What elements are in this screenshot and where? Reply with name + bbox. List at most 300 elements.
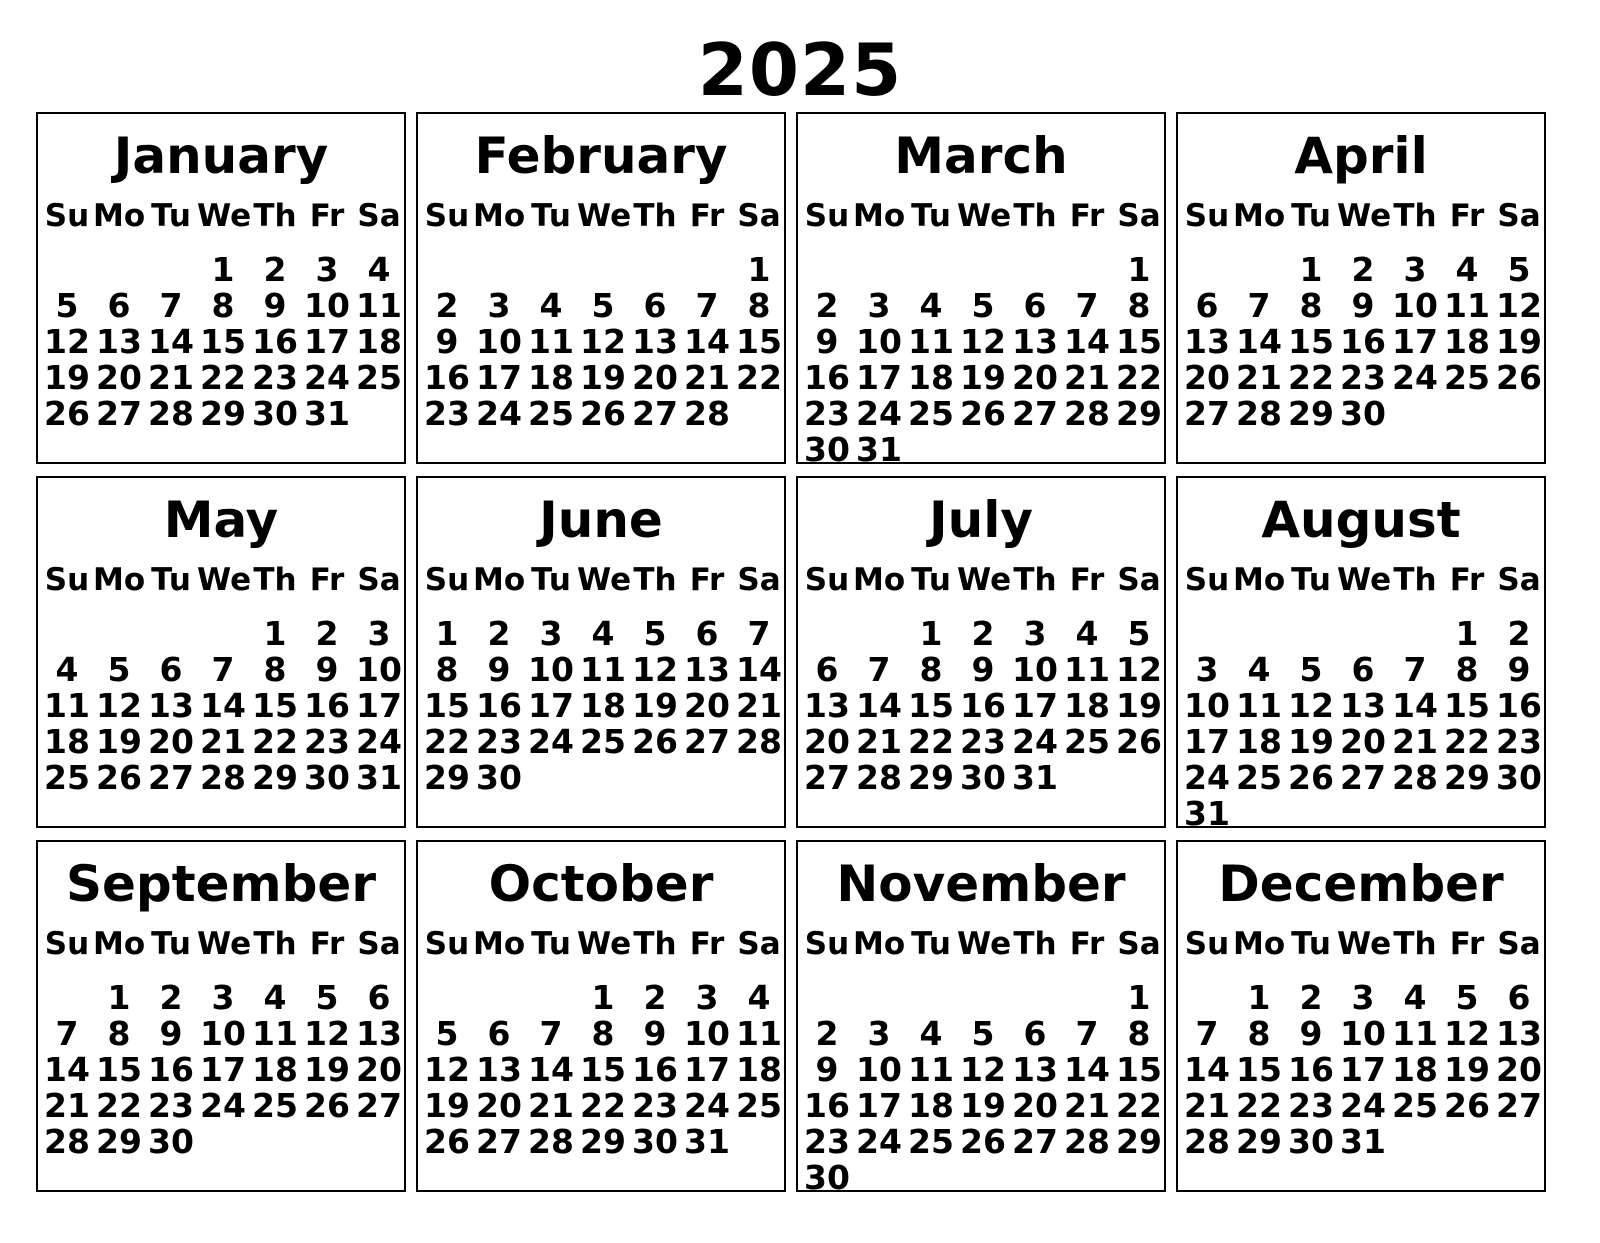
day-number: 3 [695, 978, 719, 1017]
day-number: 13 [684, 650, 730, 689]
blank-cell [41, 980, 93, 1016]
day-number: 15 [580, 1050, 626, 1089]
day-number: 16 [304, 686, 350, 725]
day-number: 19 [960, 1086, 1006, 1125]
day-number: 26 [1116, 722, 1162, 761]
weekday-label: Sa [1497, 562, 1541, 598]
day-number: 21 [1064, 1086, 1110, 1125]
day-number: 11 [908, 322, 954, 361]
weekday-label: Fr [1069, 926, 1105, 962]
day-number: 24 [856, 394, 902, 433]
weekday-label: Sa [1117, 562, 1161, 598]
day-number: 18 [908, 358, 954, 397]
day-number: 25 [44, 758, 90, 797]
day-number: 2 [315, 614, 339, 653]
day-number: 14 [200, 686, 246, 725]
day-grid [1181, 616, 1547, 832]
day-number: 5 [55, 286, 79, 325]
day-number: 16 [1340, 322, 1386, 361]
weekday-header [41, 196, 407, 236]
day-number: 8 [1455, 650, 1479, 689]
day-number: 28 [736, 722, 782, 761]
day-number: 9 [1299, 1014, 1323, 1053]
day-number: 12 [632, 650, 678, 689]
weekday-label: Fr [1449, 926, 1485, 962]
day-number: 18 [252, 1050, 298, 1089]
day-number: 17 [684, 1050, 730, 1089]
day-number: 31 [684, 1122, 730, 1161]
day-number: 9 [1507, 650, 1531, 689]
day-number: 6 [367, 978, 391, 1017]
calendar-year-title: 2025 [697, 28, 903, 112]
month-march [796, 112, 1166, 469]
day-number: 20 [476, 1086, 522, 1125]
day-number: 18 [1236, 722, 1282, 761]
day-number: 1 [1127, 250, 1151, 289]
weekday-label: Mo [1233, 562, 1286, 598]
weekday-label: Fr [689, 926, 725, 962]
day-number: 16 [476, 686, 522, 725]
day-number: 17 [856, 1086, 902, 1125]
day-number: 7 [211, 650, 235, 689]
day-number: 1 [211, 250, 235, 289]
blank-cell [957, 252, 1009, 288]
day-number: 3 [1195, 650, 1219, 689]
day-number: 27 [476, 1122, 522, 1161]
day-number: 26 [960, 1122, 1006, 1161]
day-number: 15 [1116, 322, 1162, 361]
day-number: 16 [1496, 686, 1542, 725]
month-name: October [488, 855, 714, 913]
day-number: 3 [1351, 978, 1375, 1017]
weekday-label: Mo [93, 926, 146, 962]
day-number: 17 [476, 358, 522, 397]
day-number: 26 [632, 722, 678, 761]
day-number: 5 [1299, 650, 1323, 689]
weekday-label: Sa [1497, 926, 1541, 962]
months-grid [36, 112, 1581, 1212]
blank-cell [1233, 616, 1285, 652]
day-number: 10 [200, 1014, 246, 1053]
day-number: 23 [1288, 1086, 1334, 1125]
day-number: 6 [1351, 650, 1375, 689]
weekday-label: Tu [151, 562, 191, 598]
month-november [796, 840, 1166, 1197]
blank-cell [93, 616, 145, 652]
day-number: 27 [804, 758, 850, 797]
day-number: 4 [1455, 250, 1479, 289]
day-number: 20 [96, 358, 142, 397]
weekday-label: Sa [357, 198, 401, 234]
weekday-label: Mo [93, 198, 146, 234]
day-number: 22 [1288, 358, 1334, 397]
day-number: 15 [908, 686, 954, 725]
day-number: 26 [1496, 358, 1542, 397]
month-february [416, 112, 786, 464]
day-number: 8 [435, 650, 459, 689]
day-grid [41, 252, 407, 432]
day-number: 12 [960, 1050, 1006, 1089]
day-number: 5 [1507, 250, 1531, 289]
day-number: 23 [960, 722, 1006, 761]
blank-cell [905, 252, 957, 288]
day-number: 12 [96, 686, 142, 725]
weekday-label: Su [424, 562, 470, 598]
weekday-label: Th [1393, 198, 1437, 234]
day-number: 9 [435, 322, 459, 361]
day-number: 14 [856, 686, 902, 725]
day-number: 7 [867, 650, 891, 689]
day-number: 1 [1299, 250, 1323, 289]
day-number: 16 [632, 1050, 678, 1089]
day-number: 1 [919, 614, 943, 653]
blank-cell [1061, 252, 1113, 288]
day-number: 18 [736, 1050, 782, 1089]
day-number: 16 [424, 358, 470, 397]
day-number: 21 [44, 1086, 90, 1125]
day-number: 23 [252, 358, 298, 397]
day-number: 27 [1012, 394, 1058, 433]
weekday-header [421, 196, 787, 236]
day-number: 26 [96, 758, 142, 797]
day-number: 15 [200, 322, 246, 361]
day-number: 28 [1236, 394, 1282, 433]
day-number: 11 [1392, 1014, 1438, 1053]
day-number: 24 [856, 1122, 902, 1161]
blank-cell [1181, 252, 1233, 288]
day-number: 24 [1012, 722, 1058, 761]
day-number: 30 [476, 758, 522, 797]
day-number: 7 [1075, 286, 1099, 325]
day-number: 14 [1392, 686, 1438, 725]
month-july [796, 476, 1166, 828]
blank-cell [1009, 980, 1061, 1016]
day-number: 6 [107, 286, 131, 325]
day-number: 19 [424, 1086, 470, 1125]
day-number: 4 [591, 614, 615, 653]
day-number: 6 [695, 614, 719, 653]
month-name: September [66, 855, 376, 913]
day-number: 28 [200, 758, 246, 797]
day-number: 1 [107, 978, 131, 1017]
day-number: 4 [263, 978, 287, 1017]
day-number: 2 [263, 250, 287, 289]
blank-cell [853, 980, 905, 1016]
day-number: 9 [815, 1050, 839, 1089]
day-number: 6 [1023, 1014, 1047, 1053]
day-number: 6 [159, 650, 183, 689]
day-number: 16 [148, 1050, 194, 1089]
day-number: 9 [815, 322, 839, 361]
day-number: 12 [960, 322, 1006, 361]
day-number: 22 [1116, 358, 1162, 397]
day-number: 17 [1184, 722, 1230, 761]
weekday-header [41, 560, 407, 600]
day-number: 7 [695, 286, 719, 325]
day-number: 25 [1064, 722, 1110, 761]
day-number: 3 [315, 250, 339, 289]
blank-cell [525, 252, 577, 288]
weekday-label: Mo [473, 926, 526, 962]
day-number: 3 [211, 978, 235, 1017]
day-number: 25 [908, 1122, 954, 1161]
day-number: 10 [476, 322, 522, 361]
day-number: 22 [200, 358, 246, 397]
day-number: 2 [159, 978, 183, 1017]
weekday-label: Su [804, 198, 850, 234]
day-number: 26 [1444, 1086, 1490, 1125]
day-number: 18 [1444, 322, 1490, 361]
weekday-label: Mo [1233, 926, 1286, 962]
month-name: March [894, 127, 1068, 185]
weekday-label: Sa [1497, 198, 1541, 234]
weekday-label: Sa [737, 926, 781, 962]
weekday-label: Th [1013, 562, 1057, 598]
day-number: 23 [304, 722, 350, 761]
weekday-label: Sa [737, 198, 781, 234]
day-number: 10 [684, 1014, 730, 1053]
day-number: 23 [424, 394, 470, 433]
day-number: 30 [304, 758, 350, 797]
day-number: 30 [252, 394, 298, 433]
day-number: 12 [1444, 1014, 1490, 1053]
day-number: 9 [315, 650, 339, 689]
day-number: 4 [1403, 978, 1427, 1017]
day-number: 8 [1127, 1014, 1151, 1053]
day-number: 12 [1116, 650, 1162, 689]
day-number: 1 [1455, 614, 1479, 653]
day-number: 24 [304, 358, 350, 397]
blank-cell [681, 252, 733, 288]
day-number: 21 [1184, 1086, 1230, 1125]
day-number: 30 [1340, 394, 1386, 433]
blank-cell [1009, 252, 1061, 288]
weekday-label: Tu [1291, 562, 1331, 598]
day-number: 5 [107, 650, 131, 689]
weekday-label: Su [44, 198, 90, 234]
day-number: 16 [1288, 1050, 1334, 1089]
day-number: 3 [367, 614, 391, 653]
day-number: 27 [1340, 758, 1386, 797]
day-number: 21 [148, 358, 194, 397]
day-number: 5 [315, 978, 339, 1017]
day-number: 15 [96, 1050, 142, 1089]
month-name: November [836, 855, 1126, 913]
weekday-label: Th [1393, 926, 1437, 962]
day-number: 28 [856, 758, 902, 797]
day-number: 17 [1340, 1050, 1386, 1089]
day-number: 14 [684, 322, 730, 361]
weekday-label: Tu [151, 926, 191, 962]
day-number: 8 [1247, 1014, 1271, 1053]
weekday-label: Th [633, 562, 677, 598]
day-number: 3 [867, 286, 891, 325]
day-number: 2 [1351, 250, 1375, 289]
weekday-header [801, 196, 1167, 236]
day-number: 13 [148, 686, 194, 725]
day-number: 21 [528, 1086, 574, 1125]
weekday-label: Mo [1233, 198, 1286, 234]
blank-cell [41, 616, 93, 652]
day-number: 24 [684, 1086, 730, 1125]
day-number: 26 [44, 394, 90, 433]
weekday-label: Fr [1449, 562, 1485, 598]
day-number: 8 [1127, 286, 1151, 325]
weekday-label: We [1337, 926, 1392, 962]
day-number: 31 [1340, 1122, 1386, 1161]
day-number: 20 [684, 686, 730, 725]
day-number: 5 [591, 286, 615, 325]
weekday-label: Mo [853, 926, 906, 962]
day-number: 29 [908, 758, 954, 797]
day-number: 29 [1236, 1122, 1282, 1161]
day-number: 1 [1247, 978, 1271, 1017]
day-number: 8 [919, 650, 943, 689]
day-number: 17 [304, 322, 350, 361]
day-number: 7 [55, 1014, 79, 1053]
weekday-label: Tu [531, 562, 571, 598]
day-number: 14 [1236, 322, 1282, 361]
weekday-label: Th [1013, 198, 1057, 234]
day-number: 15 [1116, 1050, 1162, 1089]
day-number: 25 [1444, 358, 1490, 397]
weekday-label: Sa [357, 926, 401, 962]
day-number: 29 [1444, 758, 1490, 797]
weekday-label: We [197, 198, 252, 234]
month-name: May [163, 491, 279, 549]
day-number: 8 [107, 1014, 131, 1053]
blank-cell [41, 252, 93, 288]
weekday-label: Sa [1117, 926, 1161, 962]
blank-cell [1337, 616, 1389, 652]
day-number: 20 [356, 1050, 402, 1089]
day-number: 19 [1496, 322, 1542, 361]
weekday-header [41, 924, 407, 964]
day-number: 18 [356, 322, 402, 361]
weekday-label: We [957, 926, 1012, 962]
day-number: 30 [148, 1122, 194, 1161]
weekday-label: Fr [309, 562, 345, 598]
day-number: 14 [1064, 1050, 1110, 1089]
day-number: 22 [252, 722, 298, 761]
day-number: 28 [1184, 1122, 1230, 1161]
month-name: June [539, 491, 663, 549]
day-number: 2 [435, 286, 459, 325]
weekday-label: Th [253, 926, 297, 962]
day-number: 17 [1392, 322, 1438, 361]
day-number: 30 [632, 1122, 678, 1161]
day-number: 21 [1064, 358, 1110, 397]
weekday-label: Mo [473, 562, 526, 598]
day-number: 5 [971, 1014, 995, 1053]
day-number: 13 [1012, 322, 1058, 361]
day-number: 24 [200, 1086, 246, 1125]
blank-cell [145, 252, 197, 288]
weekday-label: We [197, 562, 252, 598]
day-number: 14 [148, 322, 194, 361]
day-number: 9 [487, 650, 511, 689]
day-number: 12 [1496, 286, 1542, 325]
weekday-header [1181, 196, 1547, 236]
weekday-header [801, 560, 1167, 600]
day-number: 12 [1288, 686, 1334, 725]
day-number: 20 [804, 722, 850, 761]
day-number: 4 [539, 286, 563, 325]
weekday-label: Tu [911, 926, 951, 962]
weekday-label: We [1337, 198, 1392, 234]
day-number: 22 [736, 358, 782, 397]
day-number: 19 [960, 358, 1006, 397]
day-number: 25 [1392, 1086, 1438, 1125]
day-number: 20 [1184, 358, 1230, 397]
day-number: 3 [539, 614, 563, 653]
day-number: 22 [908, 722, 954, 761]
day-number: 29 [1288, 394, 1334, 433]
day-grid [1181, 252, 1547, 432]
blank-cell [801, 252, 853, 288]
weekday-label: Su [1184, 198, 1230, 234]
blank-cell [1233, 252, 1285, 288]
month-october [416, 840, 786, 1192]
weekday-header [801, 924, 1167, 964]
day-number: 24 [1340, 1086, 1386, 1125]
day-number: 18 [580, 686, 626, 725]
day-number: 26 [304, 1086, 350, 1125]
day-number: 16 [804, 358, 850, 397]
blank-cell [145, 616, 197, 652]
day-grid [421, 252, 787, 432]
day-number: 8 [591, 1014, 615, 1053]
day-number: 31 [1012, 758, 1058, 797]
day-number: 11 [44, 686, 90, 725]
weekday-label: Su [44, 562, 90, 598]
day-number: 11 [528, 322, 574, 361]
day-number: 12 [304, 1014, 350, 1053]
blank-cell [421, 980, 473, 1016]
day-number: 24 [1392, 358, 1438, 397]
day-number: 10 [1012, 650, 1058, 689]
day-number: 28 [1064, 1122, 1110, 1161]
day-number: 18 [1064, 686, 1110, 725]
day-number: 22 [1236, 1086, 1282, 1125]
day-number: 25 [736, 1086, 782, 1125]
day-number: 5 [1455, 978, 1479, 1017]
day-number: 6 [487, 1014, 511, 1053]
month-december [1176, 840, 1546, 1192]
day-number: 30 [804, 430, 850, 469]
day-number: 25 [528, 394, 574, 433]
day-number: 2 [1507, 614, 1531, 653]
day-number: 13 [356, 1014, 402, 1053]
weekday-label: Mo [473, 198, 526, 234]
day-number: 15 [1236, 1050, 1282, 1089]
day-number: 30 [1496, 758, 1542, 797]
day-number: 25 [356, 358, 402, 397]
weekday-label: Tu [1291, 926, 1331, 962]
day-number: 25 [1236, 758, 1282, 797]
weekday-label: Tu [1291, 198, 1331, 234]
blank-cell [957, 980, 1009, 1016]
weekday-label: We [577, 562, 632, 598]
day-number: 24 [476, 394, 522, 433]
day-number: 14 [44, 1050, 90, 1089]
day-number: 5 [971, 286, 995, 325]
blank-cell [853, 616, 905, 652]
blank-cell [1389, 616, 1441, 652]
day-number: 20 [1496, 1050, 1542, 1089]
weekday-label: Th [1393, 562, 1437, 598]
day-number: 27 [1012, 1122, 1058, 1161]
